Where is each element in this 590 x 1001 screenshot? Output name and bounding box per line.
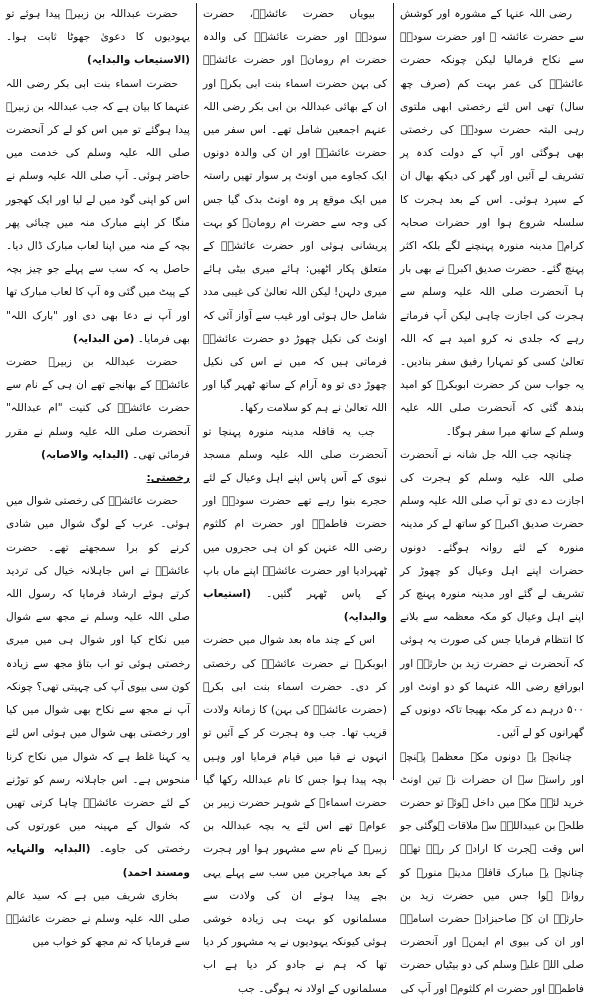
section-heading: رخصتی: — [146, 472, 190, 485]
paragraph-text: رضی اللہ عنہا کے مشورہ اور کوشش سے حضرت عائشہ ؓ اور حضرت سودہؓ سے نکاح فرمالیا لیکن چونکہ حضرت عائشہؓ کی عمر بہت کم (صرف چھ سال) تھی اس لئے رخصتی ابھی ملتوی رہی البتہ حضرت سودہؓ کی رخصتی بھی ہوگئی اور آپ کے دولت کدہ پر تشریف لے آئیں اور گھر کی دیکھ بھال ان کے سپرد ہوئی۔ اس کے بعد ہجرت کا سلسلہ شروع ہوا اور حضرات صحابہ کرامؓ مدینہ منورہ پہنچنے لگے بلکہ اکثر پہنچ گئے۔ حضرت صدیق اکبرؓ نے بھی بار ہا آنحضرت صلی اللہ علیہ وسلم سے ہجرت کی اجازت چاہی لیکن آپ فرماتے رہے کہ جلدی نہ کرو امید ہے کہ اللہ تعالیٰ کسی کو تمہارا رفیق سفر بنادیں۔ یہ جواب سن کر حضرت ابوبکرؓ کو امید بندھ گئی کہ آنحضرت صلی اللہ علیہ وسلم کے ساتھ میرا سفر ہوگا۔ — [400, 8, 584, 438]
paragraph — [400, 746, 584, 1001]
paragraph — [6, 3, 190, 73]
paragraph-text: حضرت عائشہؓ کی رخصتی شوال میں ہوئی۔ عرب کے لوگ شوال میں شادی کرنے کو برا سمجھتے تھے۔ حضرت عائشہؓ نے اس جاہلانہ خیال کی تردید کرتے ہوئے ارشاد فرمایا کہ رسول اللہ صلی اللہ علیہ وسلم نے مجھ سے شوال میں نکاح کیا اور شوال ہی میں میری رخصتی ہوئی تو اب بتاؤ مجھ سے زیادہ کون سی بیوی آپ کی چہیتی تھی؟ چونکہ آپ نے مجھ سے نکاح بھی شوال میں کیا اور رخصتی بھی شوال میں ہوئی اس لئے یہ کہنا غلط ہے کہ شوال میں نکاح کرنا منحوس ہے۔ اس جاہلانہ رسم کو توڑنے کے لئے حضرت عائشہؓ چاہا کرتی تھیں کہ شوال کے مہینہ میں عورتوں کی رخصتی کی جاوے۔ — [6, 495, 190, 856]
paragraph-text: جب یہ قافلہ مدینہ منورہ پہنچا تو آنحضرت صلی اللہ علیہ وسلم مسجد نبوی کے آس پاس اپنے اہل وعیال کے لئے حجرے بنوا رہے تھے حضرت سودہؓ اور حضرت فاطمہؓ اور حضرت ام کلثوم رضی اللہ عنہن کو ان ہی حجروں میں ٹھہرادیا اور حضرت عائشہؓ اپنے ماں باپ کے پاس ٹھہر گئیں۔ — [203, 425, 387, 601]
column-right — [394, 3, 586, 995]
paragraph — [203, 421, 387, 630]
paragraph-text: چنانچہ یہ دونوں مکہ معظمہ پہنچے اور راستے سے ان حضرات نے تین اونٹ خرید لئے۔ مکہ میں داخل ہوئے تو حضرت طلحہ بن عبیداللہؓ سے ملاقات ہوگئی جو اس وقت ہجرت کا ارادہ کر رہے تھے۔ چنانچہ یہ مبارک قافلہ مدینہ منورہ کو روانہ ہوا جس میں حضرت زید بن حارثہؓ ان کے صاحبزادے حضرت اسامہؓ اور ان کی بیوی ام ایمنؓ اور آنحضرت صلی اللہ علیہ وسلم کی دو بیٹیاں حضرت فاطمہؓ اور حضرت ام کلثومؓ اور آپ کی — [400, 750, 584, 995]
paragraph — [203, 3, 387, 421]
citation: (البدایہ والاصابہ) — [41, 448, 129, 461]
paragraph — [6, 351, 190, 467]
column-middle — [196, 3, 394, 995]
paragraph-text: حضرت عبداللہ بن زبیرؓ حضرت عائشہؓ کے بھانجے تھے ان ہی کے نام سے حضرت عائشہؓ کی کنیت "ام عبداللہ" آنحضرت صلی اللہ علیہ وسلم نے مقرر فرمائی تھی۔ — [6, 356, 190, 461]
paragraph — [6, 490, 190, 884]
paragraph-text: چنانچہ جب اللہ جل شانہ نے آنحضرت صلی اللہ علیہ وسلم کو ہجرت کی اجازت دے دی تو آپ صلی اللہ علیہ وسلم حضرت صدیق اکبرؓ کو ساتھ لے کر مدینہ منورہ کے لئے روانہ ہوگئے۔ دونوں حضرات اپنے اہل وعیال کو چھوڑ کر تشریف لے گئے اور مدینہ منورہ پہنچ کر اپنے اہل وعیال کو مکہ معظمہ سے بلانے کا انتظام فرمایا جس کی صورت یہ ہوئی کہ آنحضرت نے حضرت زید بن حارثہؓ اور ابورافع رضی اللہ عنہما کو دو اونٹ اور ۵۰۰ درہم دے کر مکہ بھیجا تاکہ دونوں کے گھرانوں کو لے آئیں۔ — [400, 448, 584, 740]
paragraph-text: اس کے چند ماہ بعد شوال میں حضرت ابوبکرؓ نے حضرت عائشہؓ کی رخصتی کر دی۔ حضرت اسماء بنت ابی بکرؓ (حضرت عائشہؓ کی بہن) کا زمانۂ ولادت قریب تھا۔ جب وہ ہجرت کر کے آئیں تو انہوں نے قبا میں قیام فرمایا اور وہیں بچہ پیدا ہوا جس کا نام عبداللہ رکھا گیا حضرت اسماءؓ کے شوہر حضرت زبیر بن عوامؓ تھے اس لئے یہ بچہ عبداللہ بن زبیرؓ کے نام سے مشہور ہوا اور ہجرت کے بعد مہاجرین میں سب سے پہلے یہی بچے پیدا ہوئے ان کی ولادت سے مسلمانوں کو بہت ہی زیادہ خوشی ہوئی کیونکہ یہودیوں نے یہ مشہور کر دیا تھا کہ ہم نے جادو کر دیا ہے اب مسلمانوں کے اولاد نہ ہوگی۔ جب — [203, 634, 387, 995]
citation: (الاستیعاب والبدایہ) — [86, 54, 190, 67]
paragraph-text: حضرت عبداللہ بن زبیرؓ پیدا ہوئے تو یہودیوں کا دعویٰ جھوٹا ثابت ہوا۔ — [6, 8, 190, 44]
paragraph — [400, 3, 584, 444]
citation: (البدایہ والنہایہ ومسند احمد) — [6, 843, 190, 879]
paragraph-text: بخاری شریف میں ہے کہ سید عالم صلی اللہ علیہ وسلم نے حضرت عائشہؓ سے فرمایا کہ تم مجھ کو خواب میں — [6, 889, 190, 949]
column-left — [4, 3, 196, 949]
paragraph — [203, 629, 387, 1000]
paragraph-text: حضرت اسماء بنت ابی بکر رضی اللہ عنہما کا بیان ہے کہ جب عبداللہ بن زبیرؓ پیدا ہوگئے تو میں اس کو لے کر آنحضرت صلی اللہ علیہ وسلم کی خدمت میں حاضر ہوئی۔ آپ صلی اللہ علیہ وسلم نے اس کو اپنی گود میں لے لیا اور ایک کھجور منگا کر اپنے مبارک منہ میں چبائی پھر بچہ کے منہ میں اپنا لعاب مبارک ڈال دیا۔ حاصل یہ کہ سب سے پہلے جو چیز بچہ کے پیٹ میں گئی وہ آپ کا لعاب مبارک تھا اور آپ نے دعا بھی دی اور "بارک اللہ" بھی فرمایا۔ — [6, 77, 190, 345]
paragraph — [6, 885, 190, 955]
citation: (استیعاب والبدایہ) — [203, 588, 387, 624]
paragraph — [6, 73, 190, 351]
paragraph — [400, 444, 584, 746]
paragraph-text: بیویاں حضرت عائشہؓ، حضرت سودہؓ اور حضرت عائشہؓ کی والدہ حضرت ام رومانؓ اور حضرت عائشہؓ کی بہن حضرت اسماء بنت ابی بکرؓ اور ان کے بھائی عبداللہ بن ابی بکر رضی اللہ عنہم اجمعین شامل تھے۔ اس سفر میں حضرت عائشہؓ اور ان کی والدہ دونوں ایک کجاوے میں اونٹ پر سوار تھیں راستہ میں ایک موقع پر وہ اونٹ بدک گیا جس کی وجہ سے حضرت ام رومانؓ کو بہت پریشانی ہوئی اور حضرت عائشہؓ کے متعلق پکار اٹھیں: ہائے میری بیٹی ہائے میری دلہن! لیکن اللہ تعالیٰ کی غیبی مدد شامل حال ہوئی اور غیب سے آواز آئی کہ اونٹ کی نکیل چھوڑ دو حضرت عائشہؓ فرماتی ہیں کہ میں نے اس کی نکیل چھوڑ دی تو وہ آرام کے ساتھ ٹھہر گیا اور اللہ تعالیٰ نے ہم کو سلامت رکھا۔ — [203, 8, 387, 415]
citation: (من البدایہ) — [73, 332, 135, 345]
